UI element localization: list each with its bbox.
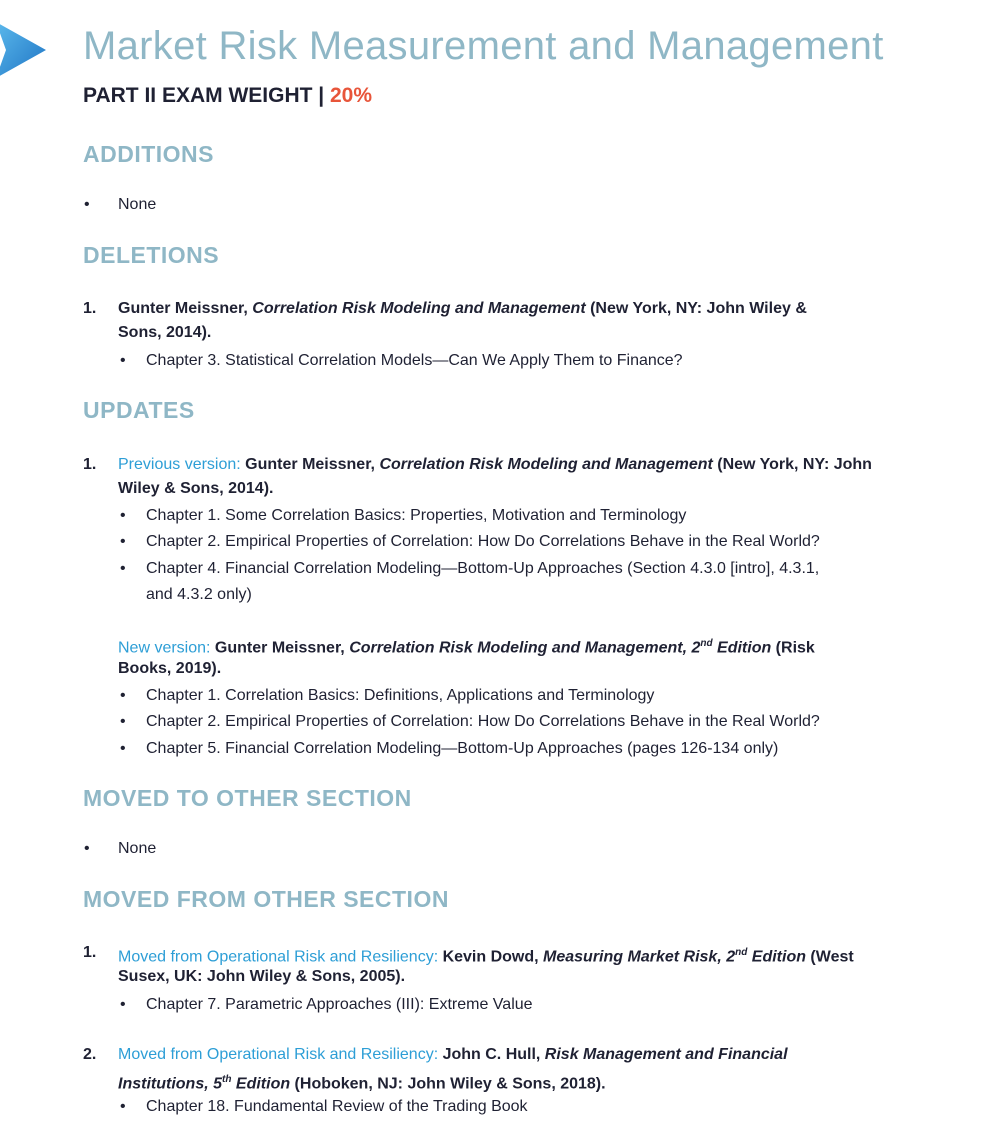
- deletion-citation-line2: Sons, 2014).: [118, 324, 212, 341]
- moved-from-book: Measuring Market Risk, 2: [543, 948, 736, 966]
- prev-chapter: Chapter 2. Empirical Properties of Correlation: How Do Correlations Behave in the Real World?: [146, 533, 820, 550]
- moved-from-heading: MOVED FROM OTHER SECTION: [83, 886, 449, 912]
- update-prev-citation-line2: Wiley & Sons, 2014).: [118, 480, 274, 497]
- prev-author: Gunter Meissner,: [245, 456, 380, 473]
- deletions-heading: DELETIONS: [83, 242, 220, 268]
- bullet: •: [84, 196, 90, 213]
- prev-chapter: Chapter 1. Some Correlation Basics: Properties, Motivation and Terminology: [146, 507, 687, 524]
- bullet: •: [84, 840, 90, 857]
- bullet: •: [120, 352, 126, 369]
- prev-chapter-continued: and 4.3.2 only): [146, 586, 252, 603]
- page-title: Market Risk Measurement and Management: [83, 24, 884, 68]
- moved-from-chapter: Chapter 18. Fundamental Review of the Trading Book: [146, 1098, 528, 1115]
- moved-from-citation-line1: [118, 1045, 788, 1065]
- new-publisher: (Risk: [771, 639, 815, 657]
- prev-chapter: Chapter 4. Financial Correlation Modeling—Bottom-Up Approaches (Section 4.3.0 [intro], 4.3.1,: [146, 560, 820, 577]
- new-chapter: Chapter 1. Correlation Basics: Definitions, Applications and Terminology: [146, 687, 655, 704]
- exam-weight: [83, 84, 372, 108]
- update-new-citation-line1: [118, 634, 815, 658]
- updates-heading: UPDATES: [83, 397, 195, 423]
- new-book: Correlation Risk Modeling and Management, 2: [349, 639, 701, 657]
- moved-from-citation-line1: [118, 943, 854, 967]
- bullet: •: [120, 560, 126, 577]
- bullet: •: [120, 533, 126, 550]
- prev-publisher: (New York, NY: John: [712, 456, 872, 473]
- new-chapter: Chapter 2. Empirical Properties of Correlation: How Do Correlations Behave in the Real World?: [146, 713, 820, 730]
- update-prev-citation-line1: [118, 455, 872, 475]
- deletion-author: Gunter Meissner,: [118, 300, 253, 317]
- moved-from-label: Moved from Operational Risk and Resiliency:: [118, 948, 443, 966]
- exam-weight-value: 20%: [330, 84, 373, 107]
- update-new-citation-line2: Books, 2019).: [118, 660, 222, 677]
- prev-book: Correlation Risk Modeling and Management: [379, 456, 713, 473]
- moved-from-publisher: (Hoboken, NJ: John Wiley & Sons, 2018).: [290, 1075, 606, 1093]
- new-book-superscript: nd: [700, 638, 713, 649]
- moved-from-citation-line2: Susex, UK: John Wiley & Sons, 2005).: [118, 968, 406, 985]
- exam-weight-label: PART II EXAM WEIGHT |: [83, 84, 330, 107]
- new-chapter: Chapter 5. Financial Correlation Modeling—Bottom-Up Approaches (pages 126-134 only): [146, 740, 779, 757]
- chevron-arrow-icon: [0, 22, 46, 78]
- moved-from-book-cont: Institutions, 5: [118, 1075, 222, 1093]
- moved-to-item: None: [118, 840, 157, 857]
- additions-heading: ADDITIONS: [83, 141, 214, 167]
- new-author: Gunter Meissner,: [214, 639, 350, 657]
- bullet: •: [120, 687, 126, 704]
- moved-from-book-edition: Edition: [231, 1075, 291, 1093]
- moved-from-publisher: (West: [805, 948, 854, 966]
- bullet: •: [120, 507, 126, 524]
- new-book-edition: Edition: [712, 639, 772, 657]
- bullet: •: [120, 740, 126, 757]
- moved-from-label: Moved from Operational Risk and Resiliency:: [118, 1046, 443, 1063]
- previous-version-label: Previous version:: [118, 456, 246, 473]
- deletion-publisher: (New York, NY: John Wiley &: [585, 300, 807, 317]
- moved-from-chapter: Chapter 7. Parametric Approaches (III): Extreme Value: [146, 996, 533, 1013]
- moved-from-number: 1.: [83, 944, 97, 961]
- deletion-number: 1.: [83, 300, 97, 317]
- bullet: •: [120, 996, 126, 1013]
- moved-to-heading: MOVED TO OTHER SECTION: [83, 785, 412, 811]
- deletion-book: Correlation Risk Modeling and Management: [252, 300, 586, 317]
- moved-from-book-edition: Edition: [747, 948, 806, 966]
- moved-from-citation-line2: [118, 1070, 606, 1094]
- deletion-citation-line1: [118, 299, 807, 319]
- moved-from-book: Risk Management and Financial: [544, 1046, 788, 1063]
- moved-from-author: Kevin Dowd,: [442, 948, 544, 966]
- update-number: 1.: [83, 456, 97, 473]
- deletion-chapter: Chapter 3. Statistical Correlation Models—Can We Apply Them to Finance?: [146, 352, 683, 369]
- bullet: •: [120, 1098, 126, 1115]
- moved-from-author: John C. Hull,: [442, 1046, 545, 1063]
- moved-from-number: 2.: [83, 1046, 97, 1063]
- additions-item: None: [118, 196, 157, 213]
- moved-from-book-superscript: nd: [735, 947, 748, 958]
- bullet: •: [120, 713, 126, 730]
- moved-from-book-superscript: th: [222, 1074, 232, 1085]
- new-version-label: New version:: [118, 639, 215, 657]
